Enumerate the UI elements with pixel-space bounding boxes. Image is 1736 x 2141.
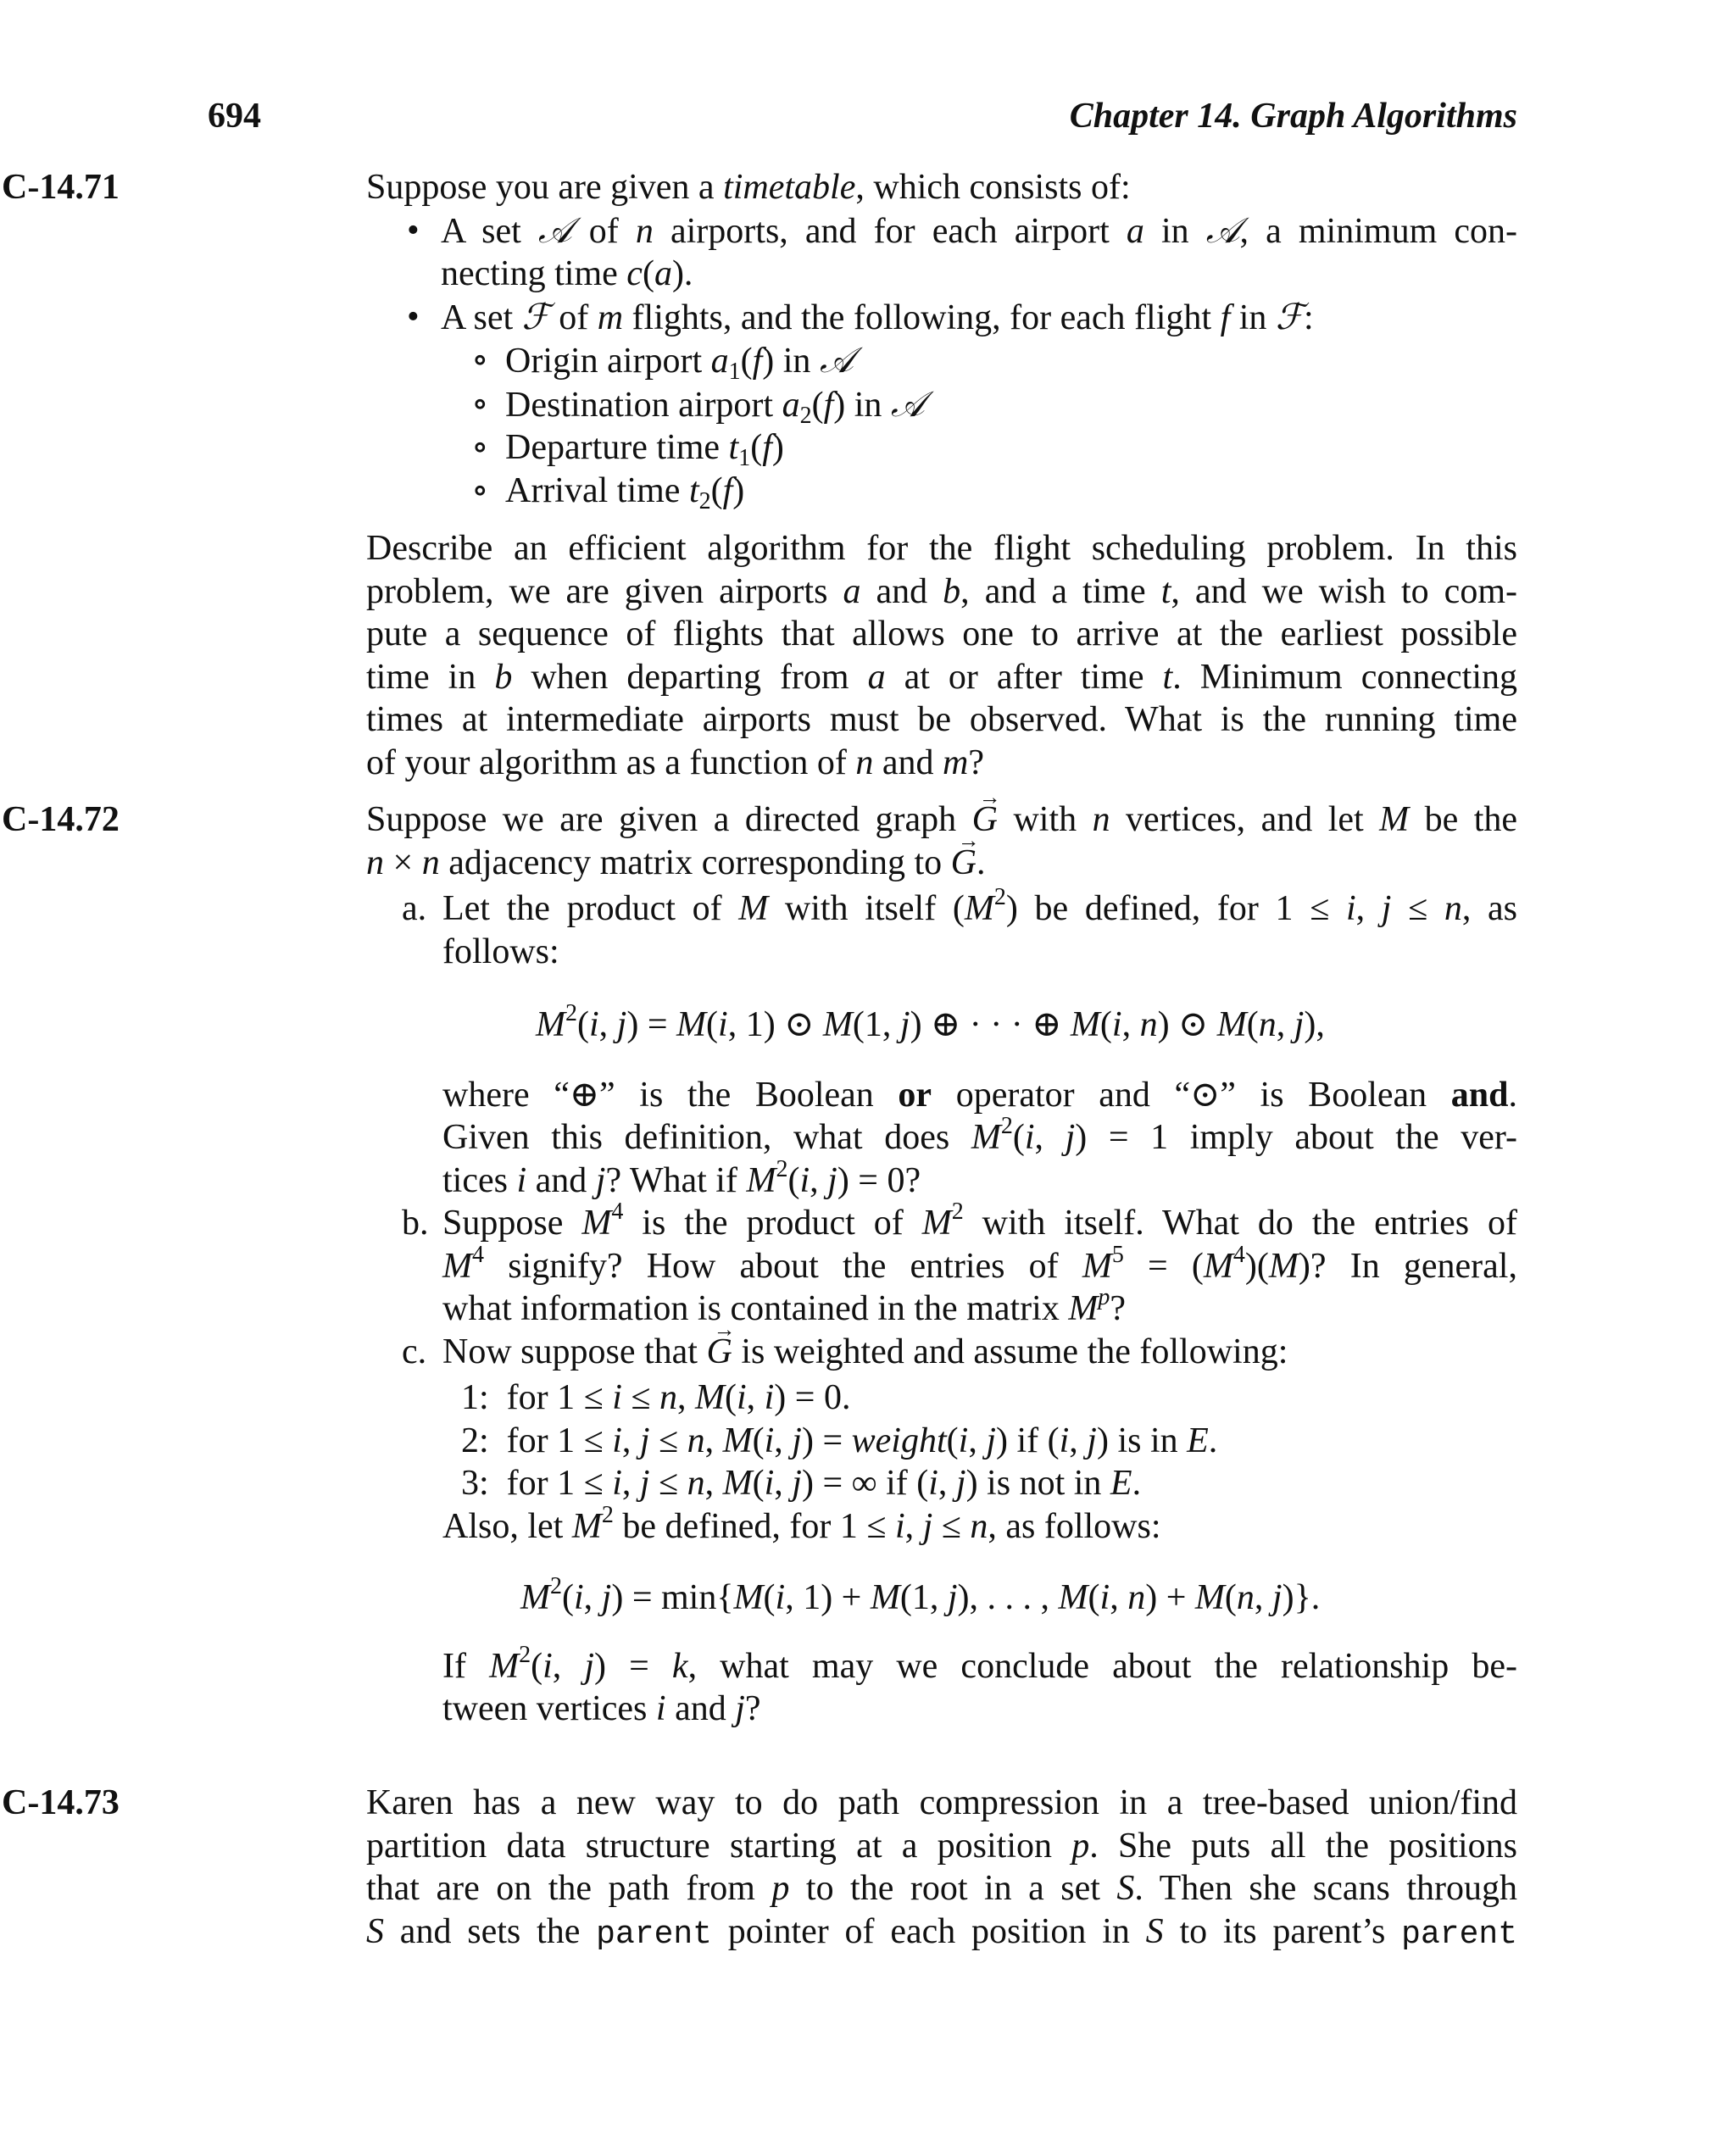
exercise-text: Suppose we are given a directed graph → G with n vertices, and let M be the n × n adjacency matrix corresponding to → G. a. Let the product of M with itself $(M^2)$ be defined, for 1 ≤ i, j ≤ n, as follows: $M^2(i$, j) = M(i, 1) ⊙ M(1, j) ⊕ · · · ⊕ M(i, n) ⊙ M(n, j), where “⊕” is the Boolean or operator and “⊙” is Boolean and. Given this definition, what does $M^2(i$, j) = 1 imply about the ver- tices i and j? What if $M^2(i$, j) = 0? b. Suppose $M^4$ is the product of $M^2$ with itself. What do the entries of $M^4$ signify? How about the entries of $M^5 = (M^4)(M)$? In general, what information is contained in the matrix $M^p$? c. Now suppose that → G is weighted and assume the following: 1: for 1 ≤ i ≤ n, M(i, i) = 0. 2: for 1 ≤ i, j ≤ n, M(i, j) = weight(i, j) if (i, j) is in E. 3: for 1 ≤ i, j ≤ n, M(i, j) = ∞ if (i, j) is not in E. Also, let $M^2$ be defined, for 1 ≤ i, j ≤ n, as follows: $M^2(i$, j) = min{M(i, 1) + M(1, j), . . . , M(i, n) + M(n, j)}. If $M^2(i$, j) = k, what may we conclude about the relationship be- tween vertices i and j? <box>366 798 1517 1731</box>
page-number: 694 <box>208 97 261 136</box>
exercise-c-14-71 <box>2 166 1517 784</box>
exercise-c-14-73 <box>2 1782 1518 1956</box>
exercise-label: C-14.71 <box>2 168 120 207</box>
exercise-text: Suppose you are given a timetable, which consists of: • A set 𝒜 of n airports, and for each airport a in 𝒜, a minimum con- necting time c(a). • A set ℱ of m flights, and the following, for each flight f in ℱ: ∘ Origin airport $a_1(f)$ in 𝒜 ∘ Destination airport $a_2(f)$ in 𝒜 ∘ Departure time $t_1(f)$ ∘ Arrival time $t_2(f)$ Describe an efficient algorithm for the flight scheduling problem. In this problem, we are given airports a and b, and a time t, and we wish to com- pute a sequence of flights that allows one to arrive at the earliest possible time in b when departing from a at or after time t. Minimum connecting times at intermediate airports must be observed. What is the running time of your algorithm as a function of n and m? <box>366 168 1517 782</box>
exercise-label: C-14.73 <box>2 1783 120 1822</box>
exercise-text: Karen has a new way to do path compression in a tree-based union/find partition data structure starting at a position p. She puts all the positions that are on the path from p to the root in a set S. Then she scans through S and sets the parent pointer of each position in S to its parent’s parent <box>366 1783 1518 1953</box>
exercise-c-14-72 <box>2 798 1518 1731</box>
chapter-title: Chapter 14. Graph Algorithms <box>1069 97 1517 136</box>
exercise-label: C-14.72 <box>2 800 120 839</box>
